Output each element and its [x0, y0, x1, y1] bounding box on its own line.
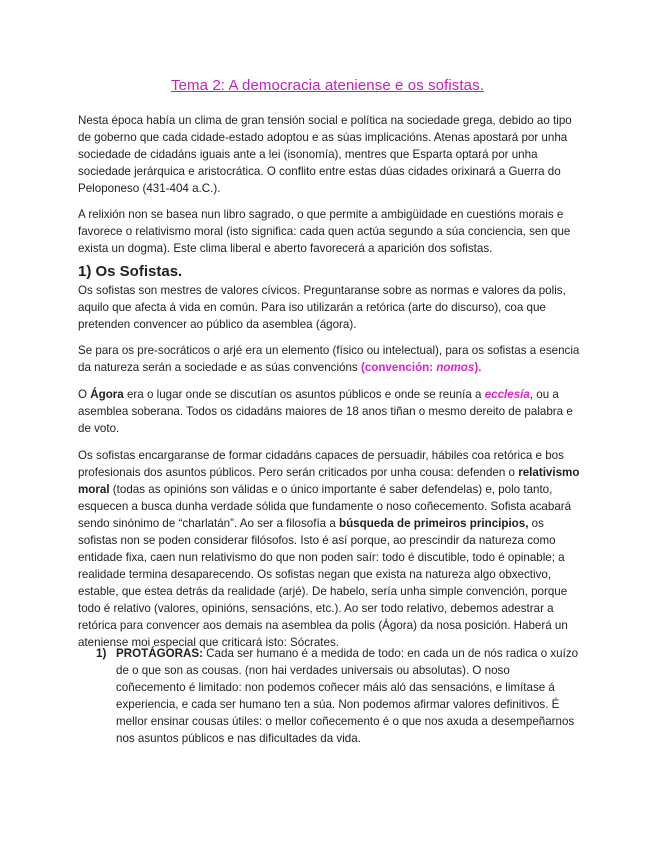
- paragraph-arje: [78, 342, 581, 376]
- list-number: 1): [96, 647, 107, 660]
- highlight-nomos: nomos: [436, 361, 475, 374]
- paragraph-intro: Nesta época había un clima de gran tensión social e política na sociedade grega, debido ao tipo de goberno que cada cidade-estado adoptou e as súas implicacións. Atenas apostará por unha sociedade de cidadáns iguais ante a lei (isonomía), mentres que Esparta optará por unha sociedade jerárquica e aristocrática. O conflito entre estas dúas cidades orixinará a Guerra do Peloponeso (431-404 a.C.).: [78, 114, 572, 195]
- text-run: era o lugar onde se discutían os asuntos públicos e onde se reunía a: [123, 388, 485, 401]
- term-relativismo: relativismo moral: [78, 466, 580, 496]
- text-run: os sofistas non se poden considerar filósofos. Isto é así porque, ao prescindir da natureza como entidade fixa, caen nun relativismo do que non poden saír: todo é discutible, todo é opinable; a realidade termina desaparecendo. Os sofistas negan que exista na natureza algo obxectivo, estable, que estea detrás da realidade (arjé). De habelo, sería unha simple convención, porque todo é relativo (valores, opinións, sensacións, etc.). Ao ser todo relativo, debemos adestrar a retórica para convencer aos demais na asemblea da polis (Ágora) da nosa posición. Haberá un ateniense moi especial que criticará isto: Sócrates.: [78, 517, 568, 649]
- text-run: Cada ser humano é a medida de todo: en cada un de nós radica o xuízo de o que son as cousas. (non hai verdades universais ou absolutas). O noso coñecemento é limitado: non podemos coñecer máis aló das sensacións, e limítase á experiencia, e cada ser humano ten a súa. Non podemos afirmar valores definitivos. É mellor ensinar cousas útiles: o mellor coñecemento é o que nos axuda a desempeñarnos nos asuntos públicos e nas dificultades da vida.: [116, 647, 579, 745]
- term-ecclesia: ecclesía: [484, 388, 530, 401]
- text-run: (todas as opinións son válidas e o único importante é saber defendelas) e, polo tanto, esquecen a busca dunha verdade sólida que fundamente o noso coñecemento. Sofista acabará sendo sinónimo de “charlatán”. Ao ser a filosofía a: [78, 483, 572, 530]
- text-run: , ou a asemblea soberana. Todos os cidadáns maiores de 18 anos tiñan o mesmo dereito de palabra e de voto.: [78, 388, 573, 435]
- highlight-convencion: (convención:: [360, 361, 437, 374]
- paragraph-agora: [78, 386, 581, 437]
- text-run: O: [78, 388, 91, 401]
- paragraph-religion: A relixión non se basea nun libro sagrado, o que permite a ambigüidade en cuestións morais e favorece o relativismo moral (isto significa: cada quen actúa segundo a súa conciencia, sen que exista un dogma). Este clima liberal e aberto favorecerá a aparición dos sofistas.: [78, 208, 571, 255]
- text-run: Se para os pre-socráticos o arjé era un elemento (físico ou intelectual), para os sofistas a esencia da natureza serán a sociedade e as súas convencións: [78, 344, 580, 374]
- document-title: Tema 2: A democracia ateniense e os sofistas.: [170, 77, 484, 94]
- paragraph-sofistas-mestres: Os sofistas son mestres de valores cívicos. Preguntaranse sobre as normas e valores da polis, aquilo que afecta á vida en común. Para iso utilizarán a retórica (arte do discurso), coa que pretenden convencer ao público da asemblea (ágora).: [78, 284, 566, 331]
- term-protagoras: PROTÁGORAS:: [116, 647, 203, 660]
- section-heading-sofistas: 1) Os Sofistas.: [78, 263, 183, 280]
- highlight-close: ).: [474, 361, 482, 374]
- term-agora: Ágora: [90, 388, 124, 401]
- text-run: Os sofistas encargaranse de formar cidadáns capaces de persuadir, hábiles coa retórica e bos profesionais dos asuntos públicos. Pero serán criticados por unha cousa: defenden o: [78, 449, 564, 479]
- term-busqueda: búsqueda de primeiros principios,: [339, 517, 529, 530]
- paragraph-relativismo: [78, 447, 581, 651]
- list-body: [116, 645, 582, 747]
